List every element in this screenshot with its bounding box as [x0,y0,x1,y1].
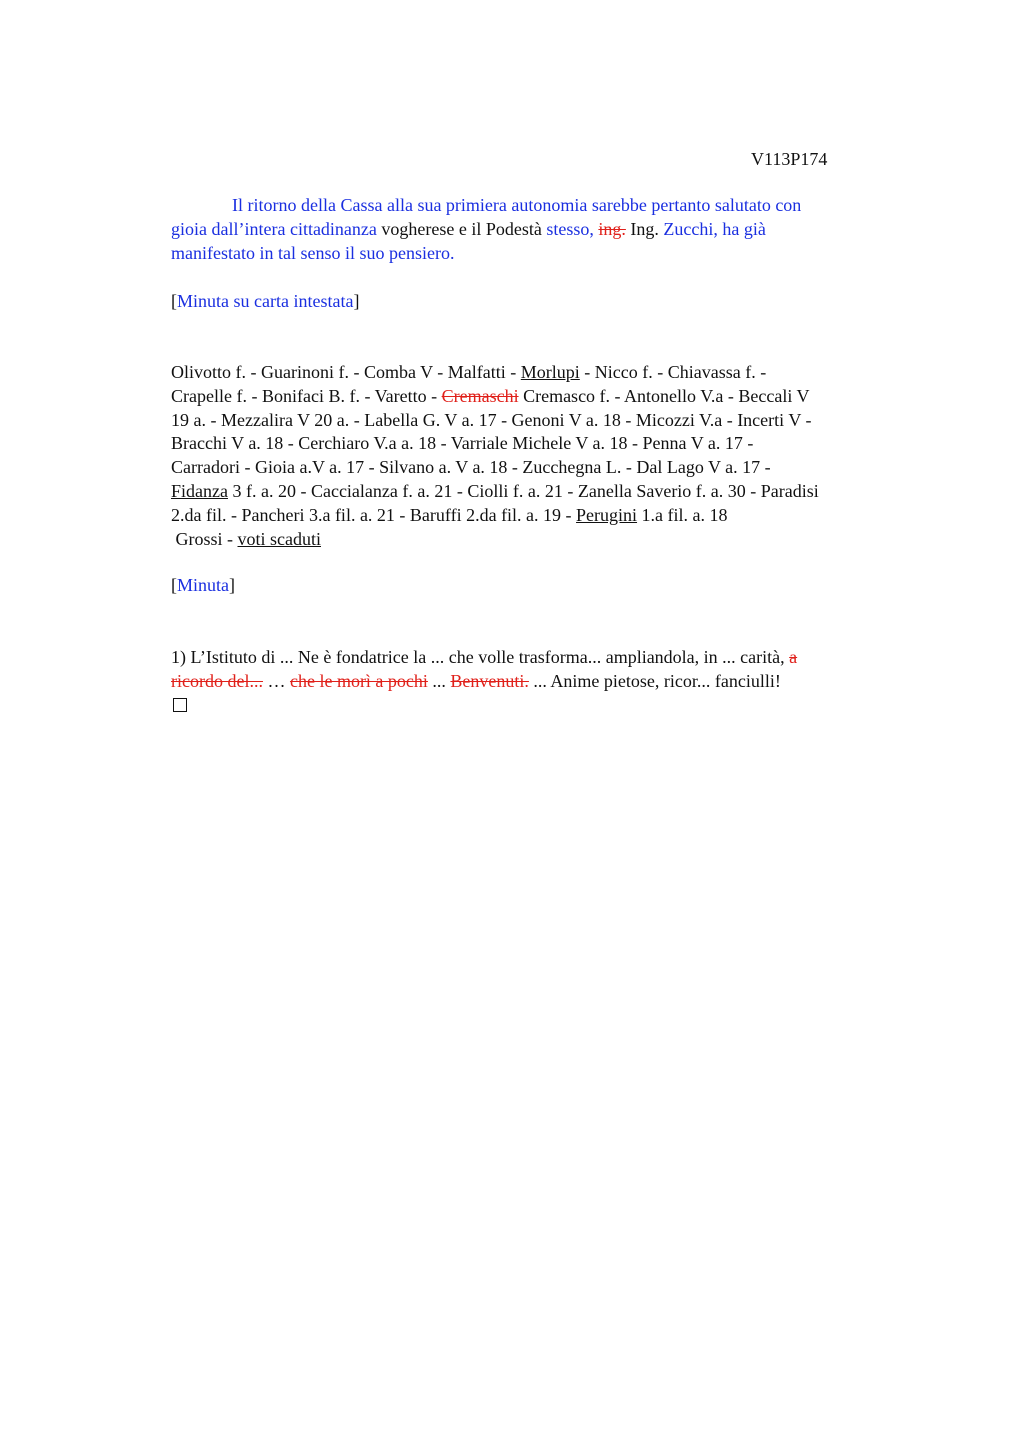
struck-text: a [789,647,798,667]
names-line [171,480,931,504]
caption-minuta [171,574,931,598]
names-line [171,361,931,385]
bracket-open: [ [171,291,177,311]
names-line [171,528,931,552]
bracket-close: ] [353,291,360,311]
plain-text: Olivotto f. - Guarinoni f. - Comba V - Malfatti - [171,362,521,382]
blue-text: stesso, [546,218,599,239]
document-code: V113P174 [751,149,828,169]
underlined-text: voti scaduti [237,528,321,549]
blue-text: gioia dall’intera cittadinanza [171,218,377,239]
plain-text: Ing. [625,218,664,239]
paragraph-autonomia [171,194,931,265]
underlined-name: Fidanza [171,480,228,501]
caption-text: Minuta [177,575,229,595]
plain-text: - Nicco f. - Chiavassa f. - [579,362,767,382]
names-line: Bracchi V a. 18 - Cerchiaro V.a a. 18 - Varriale Michele V a. 18 - Penna V a. 17 - [171,433,754,454]
empty-box-icon [173,698,187,712]
underlined-name: Morlupi [520,362,580,382]
underlined-name: Perugini [576,504,638,525]
paragraph-line [171,218,931,242]
blue-text: Zucchi, ha già [663,218,766,239]
struck-text: Cremaschi [441,385,519,406]
plain-text: 2.da fil. - Pancheri 3.a fil. a. 21 - Baruffi 2.da fil. a. 19 - [171,504,577,525]
names-line: Carradori - Gioia a.V a. 17 - Silvano a. V a. 18 - Zucchegna L. - Dal Lago V a. 17 - [171,457,771,478]
paragraph-istituto [171,646,931,712]
paragraph-line [171,646,931,670]
struck-text: Benvenuti. [450,670,529,691]
plain-text: vogherese e il Podestà [376,218,547,239]
plain-text: Grossi - [171,528,238,549]
blue-text: Il ritorno della Cassa alla sua primiera autonomia sarebbe pertanto salutato con [232,195,802,215]
plain-text: … [262,670,290,691]
caption-text: Minuta su carta intestata [177,291,354,311]
paragraph-line [171,194,931,218]
plain-text: Cremasco f. - Antonello V.a - Beccali V [518,385,810,406]
paragraph-line [171,670,931,694]
plain-text: ... Anime pietose, ricor... fanciulli! [528,670,781,691]
names-list [171,361,931,551]
bracket-open: [ [171,575,177,595]
struck-text: ricordo del... [171,670,263,691]
names-line [171,504,931,528]
plain-text: 1) L’Istituto di ... Ne è fondatrice la ... che volle trasforma... ampliandola, in ... carità, [171,647,790,667]
names-line [171,385,931,409]
struck-text: ing. [598,218,626,239]
plain-text: Crapelle f. - Bonifaci B. f. - Varetto - [171,385,442,406]
bracket-close: ] [229,575,235,595]
paragraph-line: manifestato in tal senso il suo pensiero. [171,242,455,263]
struck-text: che le morì a pochi [289,670,428,691]
caption-minuta-intestata [171,290,931,314]
plain-text: ... [427,670,451,691]
names-line: 19 a. - Mezzalira V 20 a. - Labella G. V a. 17 - Genoni V a. 18 - Micozzi V.a - Incerti V - [171,409,812,430]
plain-text: 3 f. a. 20 - Caccialanza f. a. 21 - Ciolli f. a. 21 - Zanella Saverio f. a. 30 - Paradisi [227,480,819,501]
plain-text: 1.a fil. a. 18 [637,504,728,525]
